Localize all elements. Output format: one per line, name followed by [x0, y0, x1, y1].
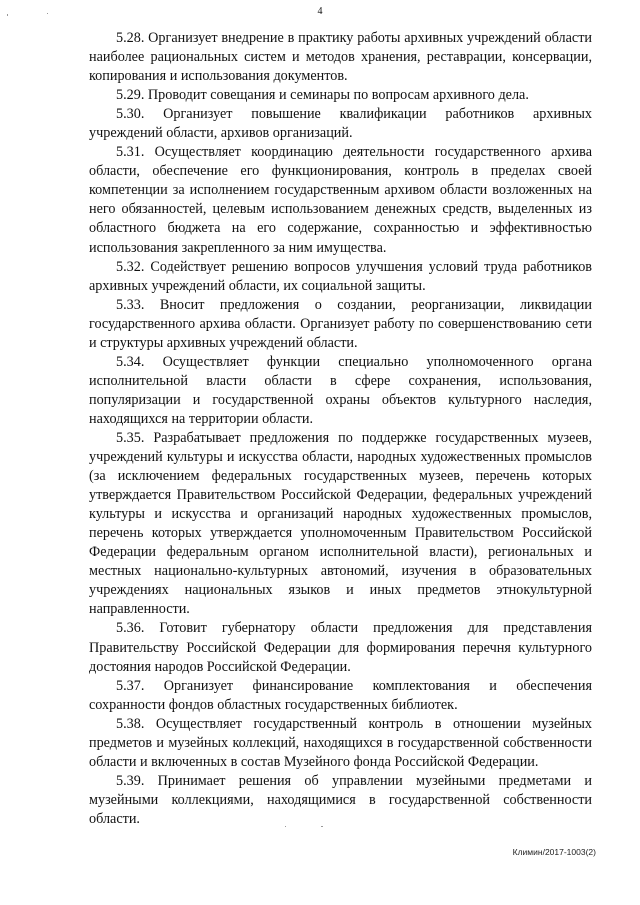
scan-speck: [285, 826, 286, 827]
paragraph-5-29: 5.29. Проводит совещания и семинары по вопросам архивного дела.: [116, 87, 529, 104]
document-code: Климин/2017-1003(2): [512, 847, 596, 857]
scan-speck: [47, 13, 48, 14]
paragraph-5-39: 5.39. Принимает решения об управлении музейными предметами и музейными коллекциями, находящимися в государственной собственности области.: [89, 772, 592, 827]
page-number: 4: [317, 6, 323, 17]
paragraph-5-35: 5.35. Разрабатывает предложения по поддержке государственных музеев, учреждений культуры и искусства области, народных художественных промыслов (за исключением федеральных государственных музеев, перечень которых утверждается Правительством Российской Федерации, федеральных учреждений культуры и искусства и организаций народных художественных промыслов, перечень которых утверждается уполномоченным Правительством Российской Федерации федеральным органом исполнительной власти), региональных и местных национально-культурных автономий, изучения в образовательных учреждениях национальных языков и иных предметов этнокультурной направленности.: [89, 429, 592, 618]
paragraph-5-37: 5.37. Организует финансирование комплектования и обеспечения сохранности фондов областных государственных библиотек.: [89, 677, 592, 713]
document-body: [89, 29, 592, 829]
paragraph-5-30: 5.30. Организует повышение квалификации работников архивных учреждений области, архивов организаций.: [89, 106, 592, 142]
paragraph-5-32: 5.32. Содействует решению вопросов улучшения условий труда работников архивных учреждений области, их социальной защиты.: [89, 258, 592, 294]
paragraph-5-33: 5.33. Вносит предложения о создании, реорганизации, ликвидации государственного архива области. Организует работу по совершенствованию сети и структуры архивных учреждений области.: [89, 296, 592, 351]
paragraph-5-34: 5.34. Осуществляет функции специально уполномоченного органа исполнительной власти области в сфере сохранения, использования, популяризации и государственной охраны объектов культурного наследия, находящихся на территории области.: [89, 353, 592, 427]
paragraph-5-38: 5.38. Осуществляет государственный контроль в отношении музейных предметов и музейных коллекций, находящихся в государственной собственности области и включенных в состав Музейного фонда Российской Федерации.: [89, 715, 592, 770]
scan-speck: [321, 826, 323, 827]
paragraph-5-28: 5.28. Организует внедрение в практику работы архивных учреждений области наиболее рациональных систем и методов хранения, реставрации, консервации, копирования и использования документов.: [89, 30, 592, 85]
paragraph-5-31: 5.31. Осуществляет координацию деятельности государственного архива области, обеспечение его функционирования, контроль в пределах своей компетенции за исполнением государственным архивом области возложенных на него обязанностей, целевым использованием денежных средств, выделенных из областного бюджета на его содержание, сохранностью и эффективностью использования закрепленного за ним имущества.: [89, 144, 592, 256]
scan-speck: [7, 14, 8, 16]
paragraph-5-36: 5.36. Готовит губернатору области предложения для представления Правительству Российской Федерации для формирования перечня культурного достояния народов Российской Федерации.: [89, 620, 592, 675]
